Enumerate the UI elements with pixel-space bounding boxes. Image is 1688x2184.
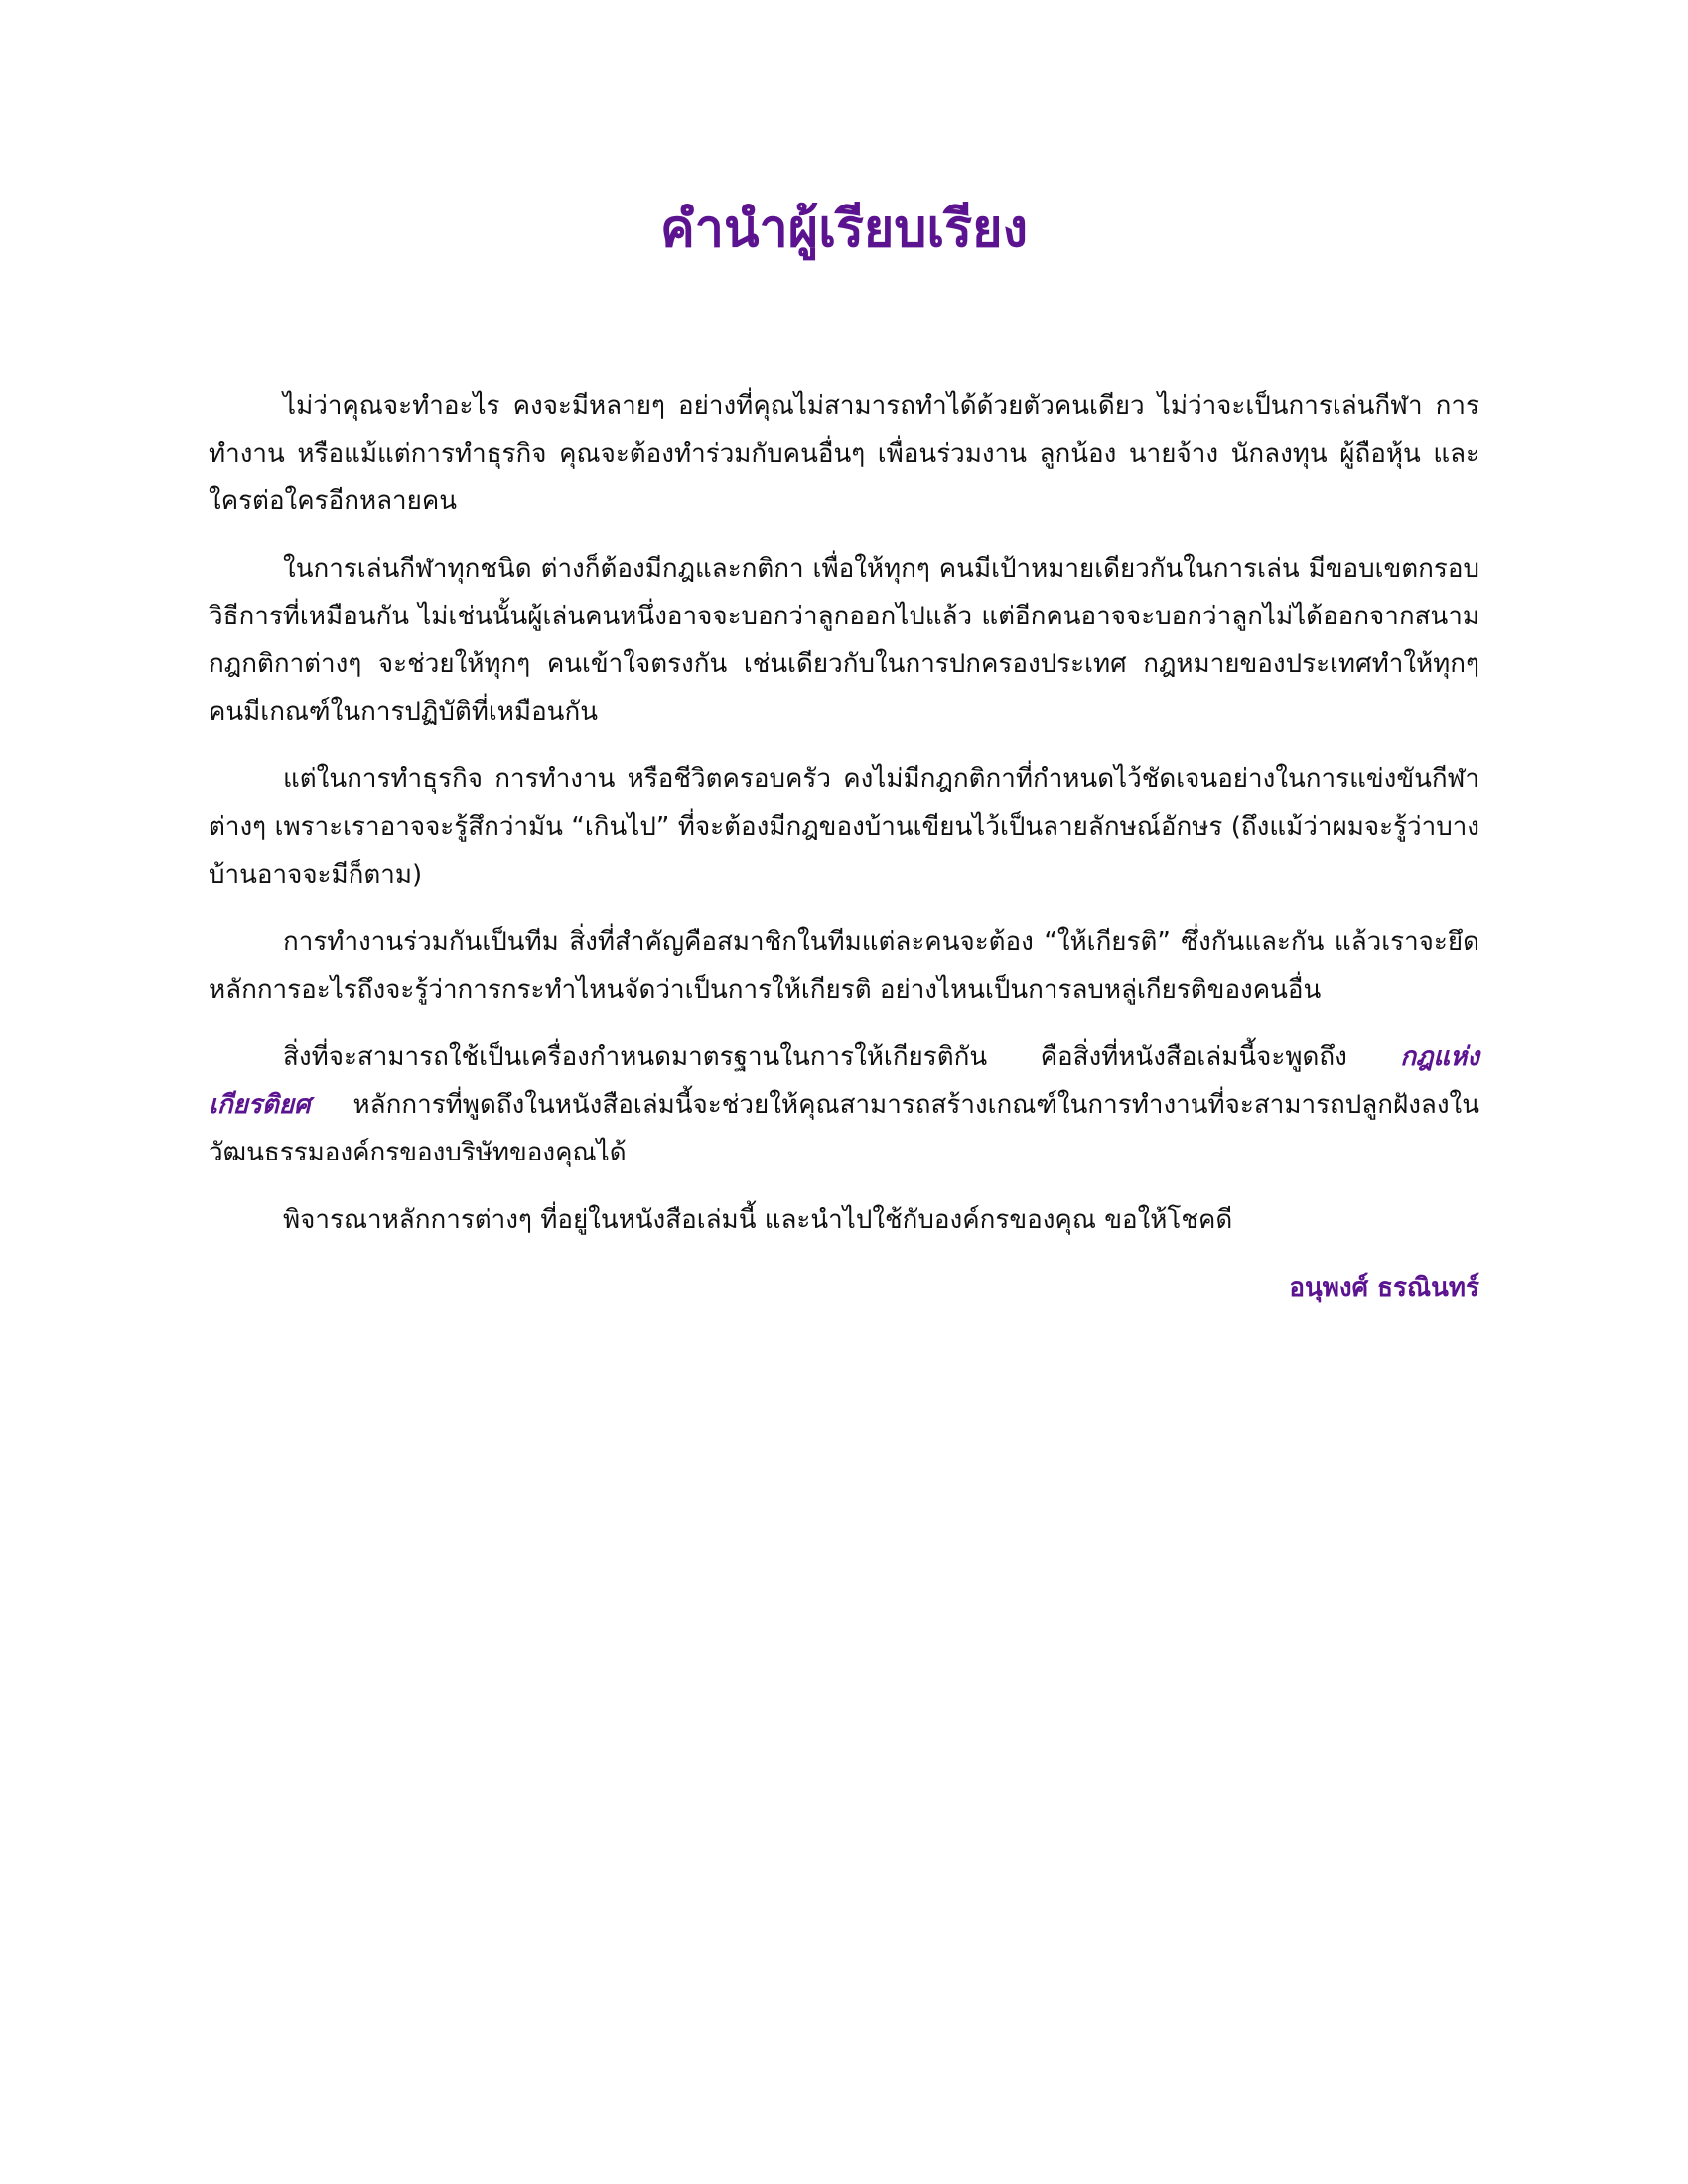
paragraph-5 [209, 1033, 1479, 1176]
paragraph-4: การทำงานร่วมกันเป็นทีม สิ่งที่สำคัญคือสมาชิกในทีมแต่ละคนจะต้อง “ให้เกียรติ” ซึ่งกันและกัน แล้วเราจะยึดหลักการอะไรถึงจะรู้ว่าการกระทำไหนจัดว่าเป็นการให้เกียรติ อย่างไหนเป็นการลบหลู่เกียรติของคนอื่น [209, 927, 1479, 1005]
author-signature: อนุพงศ์ ธรณินทร์ [1289, 1273, 1479, 1302]
paragraph-5-text-after: หลักการที่พูดถึงในหนังสือเล่มนี้จะช่วยให้คุณสามารถสร้างเกณฑ์ในการทำงานที่จะสามารถปลูกฝังลงในวัฒนธรรมองค์กรของบริษัทของคุณได้ [209, 1090, 1479, 1167]
paragraph-1: ไม่ว่าคุณจะทำอะไร คงจะมีหลายๆ อย่างที่คุณไม่สามารถทำได้ด้วยตัวคนเดียว ไม่ว่าจะเป็นการเล่นกีฬา การทำงาน หรือแม้แต่การทำธุรกิจ คุณจะต้องทำร่วมกับคนอื่นๆ เพื่อนร่วมงาน ลูกน้อง นายจ้าง นักลงทุน ผู้ถือหุ้น และใครต่อใครอีกหลายคน [209, 391, 1479, 516]
book-title-emphasis: กฎแห่งเกียรติยศ [209, 1042, 1479, 1120]
paragraph-5-text-before: สิ่งที่จะสามารถใช้เป็นเครื่องกำหนดมาตรฐานในการให้เกียรติกัน คือสิ่งที่หนังสือเล่มนี้จะพูดถึง [283, 1042, 1401, 1072]
document-page [209, 0, 1479, 2184]
page-title: คำนำผู้เรียบเรียง [660, 200, 1028, 259]
paragraph-3: แต่ในการทำธุรกิจ การทำงาน หรือชีวิตครอบครัว คงไม่มีกฎกติกาที่กำหนดไว้ชัดเจนอย่างในการแข่งขันกีฬาต่างๆ เพราะเราอาจจะรู้สึกว่ามัน “เกินไป” ที่จะต้องมีกฎของบ้านเขียนไว้เป็นลายลักษณ์อักษร (ถึงแม้ว่าผมจะรู้ว่าบางบ้านอาจจะมีก็ตาม) [209, 764, 1479, 889]
document-body [209, 382, 1479, 1311]
paragraph-6: พิจารณาหลักการต่างๆ ที่อยู่ในหนังสือเล่มนี้ และนำไปใช้กับองค์กรของคุณ ขอให้โชคดี [283, 1205, 1233, 1235]
paragraph-2: ในการเล่นกีฬาทุกชนิด ต่างก็ต้องมีกฎและกติกา เพื่อให้ทุกๆ คนมีเป้าหมายเดียวกันในการเล่น มีขอบเขตกรอบวิธีการที่เหมือนกัน ไม่เช่นนั้นผู้เล่นคนหนึ่งอาจจะบอกว่าลูกออกไปแล้ว แต่อีกคนอาจจะบอกว่าลูกไม่ได้ออกจากสนาม กฎกติกาต่างๆ จะช่วยให้ทุกๆ คนเข้าใจตรงกัน เช่นเดียวกับในการปกครองประเทศ กฎหมายของประเทศทำให้ทุกๆ คนมีเกณฑ์ในการปฏิบัติที่เหมือนกัน [209, 554, 1479, 727]
